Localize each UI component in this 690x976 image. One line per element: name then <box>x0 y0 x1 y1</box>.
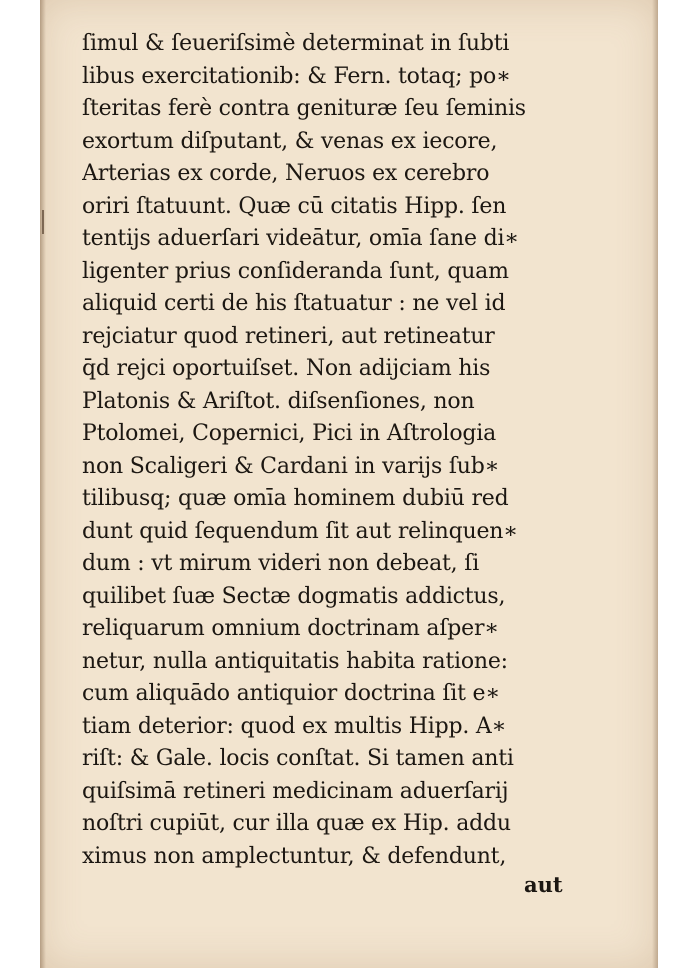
text-line: exortum diſputant, & venas ex iecore, <box>82 128 498 154</box>
text-line: rejciatur quod retineri, aut retineatur <box>82 323 495 349</box>
text-line: dum : vt mirum videri non debeat, ſi <box>82 551 480 576</box>
text-line: Ptolomei, Copernici, Pici in Aſtrologia <box>82 421 497 446</box>
page-edge-shadow <box>652 0 658 968</box>
text-line: quiſsimā retineri medicinam aduerſarij <box>82 778 509 804</box>
catchword: aut <box>524 872 563 897</box>
text-line: reliquarum omnium doctrinam aſper∗ <box>82 616 500 641</box>
text-line: aliquid certi de his ſtatuatur : ne vel id <box>82 291 506 316</box>
text-line: oriri ſtatuunt. Quæ cū citatis Hipp. ſen <box>82 193 507 219</box>
page-gutter-shadow <box>40 0 46 968</box>
text-line: q̄d rejci oportuiſset. Non adijciam his <box>82 356 491 381</box>
text-line: Arterias ex corde, Neruos ex cerebro <box>82 161 490 186</box>
body-text <box>82 28 582 873</box>
text-line: ligenter prius conſideranda ſunt, quam <box>82 258 509 284</box>
text-line: netur, nulla antiquitatis habita ratione: <box>82 648 508 674</box>
text-line: tilibusq; quæ omīa hominem dubiū red <box>82 486 509 511</box>
text-line: ſteritas ferè contra genituræ ſeu ſeminis <box>82 96 526 121</box>
margin-mark <box>42 210 44 234</box>
text-line: quilibet ſuæ Sectæ dogmatis addictus, <box>82 583 506 609</box>
text-line: riſt: & Gale. locis conſtat. Si tamen anti <box>82 746 514 771</box>
text-line: noſtri cupiūt, cur illa quæ ex Hip. addu <box>82 811 511 836</box>
text-line: dunt quid ſequendum ſit aut relinquen∗ <box>82 518 519 544</box>
text-line: ximus non amplectuntur, & defendunt, <box>82 843 507 869</box>
text-line: ſimul & ſeueriſsimè determinat in ſubti <box>82 31 510 56</box>
text-line: tentijs aduerſari videātur, omīa ſane di∗ <box>82 226 520 251</box>
text-line: tiam deterior: quod ex multis Hipp. A∗ <box>82 713 507 739</box>
text-line: libus exercitationib: & Fern. totaq; po∗ <box>82 63 511 89</box>
text-line: non Scaligeri & Cardani in varijs ſub∗ <box>82 453 500 479</box>
text-line: Platonis & Ariſtot. diſsenſiones, non <box>82 388 475 414</box>
text-line: cum aliquādo antiquior doctrina ſit e∗ <box>82 681 501 706</box>
